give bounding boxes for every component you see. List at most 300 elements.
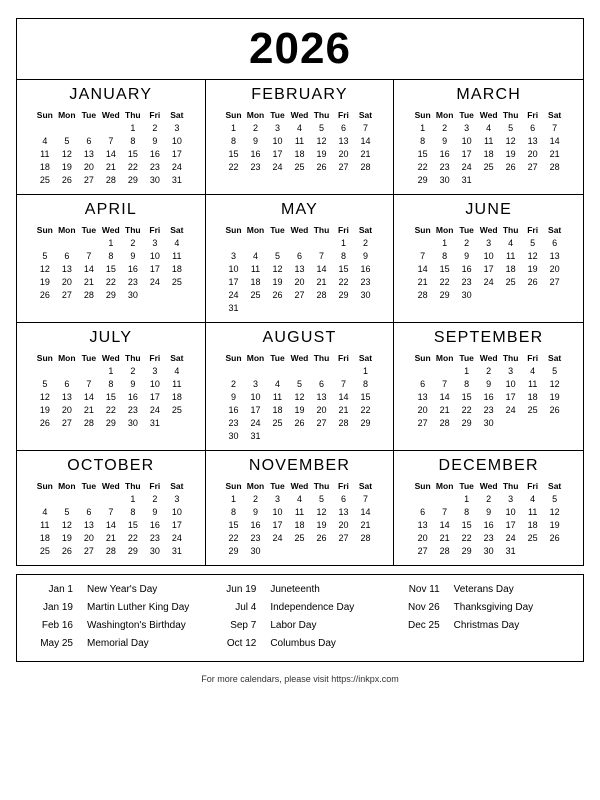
day-cell: 16: [149, 148, 160, 159]
day-cell: 26: [549, 404, 560, 415]
day-cell: 29: [360, 417, 371, 428]
day-cell: 28: [105, 174, 116, 185]
day-cell: 27: [527, 161, 538, 172]
day-cell: 6: [552, 237, 558, 248]
day-cell: [332, 429, 354, 442]
day-cell: 1: [464, 365, 470, 376]
day-cell: 29: [417, 174, 428, 185]
day-cell: 23: [250, 161, 261, 172]
day-cell: 23: [250, 532, 261, 543]
holiday-slot: [210, 636, 389, 652]
day-cell: 15: [360, 391, 371, 402]
day-cell: [266, 301, 288, 314]
weekday-header: Tue: [270, 224, 285, 235]
day-cell: 18: [527, 519, 538, 530]
day-cell: 16: [461, 263, 472, 274]
day-cell: [522, 416, 544, 429]
day-cell: 10: [505, 506, 516, 517]
day-cell: 19: [61, 532, 72, 543]
day-cell: 18: [527, 391, 538, 402]
weekday-header: Wed: [479, 224, 498, 235]
month-table: [412, 223, 566, 301]
week-row: [34, 160, 188, 173]
day-cell: 15: [338, 263, 349, 274]
day-cell: 4: [42, 135, 48, 146]
weekday-header: Sat: [170, 224, 184, 235]
holiday-slot: [27, 636, 206, 652]
day-cell: 1: [420, 122, 426, 133]
month-block: [17, 80, 206, 195]
day-cell: 11: [527, 506, 538, 517]
day-cell: 3: [152, 237, 158, 248]
weekday-header: Wed: [479, 480, 498, 491]
weekday-header: Mon: [435, 480, 454, 491]
day-cell: 14: [439, 391, 450, 402]
day-cell: 6: [340, 493, 346, 504]
day-cell: 17: [171, 148, 182, 159]
week-row: [412, 134, 566, 147]
month-table: [412, 351, 566, 429]
week-row: [222, 377, 376, 390]
day-cell: 31: [228, 302, 239, 313]
day-cell: [544, 288, 566, 301]
week-row: [34, 249, 188, 262]
month-table: [222, 351, 376, 442]
day-cell: 20: [61, 276, 72, 287]
holiday-date: Jan 19: [42, 602, 73, 613]
day-cell: 3: [508, 365, 514, 376]
day-cell: 23: [439, 161, 450, 172]
day-cell: 25: [294, 532, 305, 543]
day-cell: 3: [274, 493, 280, 504]
day-cell: 10: [272, 506, 283, 517]
day-cell: 19: [272, 276, 283, 287]
day-cell: 29: [127, 174, 138, 185]
weekday-header: Sun: [225, 480, 242, 491]
day-cell: 23: [483, 404, 494, 415]
holiday-name: Labor Day: [270, 620, 317, 631]
day-cell: [434, 364, 456, 377]
holiday-name: Independence Day: [270, 602, 355, 613]
day-cell: 2: [362, 237, 368, 248]
day-cell: 21: [360, 148, 371, 159]
day-cell: 4: [486, 122, 492, 133]
day-cell: 30: [483, 417, 494, 428]
weekday-header: Thu: [313, 109, 330, 120]
week-row: [222, 121, 376, 134]
week-row: [34, 505, 188, 518]
weekday-header: Fri: [149, 224, 161, 235]
day-cell: [56, 236, 78, 249]
day-cell: [266, 544, 288, 557]
day-cell: 12: [505, 135, 516, 146]
week-row: [412, 288, 566, 301]
day-cell: 21: [338, 404, 349, 415]
day-cell: [310, 544, 332, 557]
day-cell: 12: [272, 263, 283, 274]
week-row: [222, 492, 376, 505]
day-cell: 30: [127, 289, 138, 300]
month-name: OCTOBER: [67, 457, 155, 474]
holiday-name: Martin Luther King Day: [87, 602, 190, 613]
week-row: [412, 249, 566, 262]
weekday-header: Thu: [502, 352, 519, 363]
day-cell: 26: [316, 532, 327, 543]
day-cell: 3: [174, 122, 180, 133]
day-cell: 17: [461, 148, 472, 159]
day-cell: 22: [338, 276, 349, 287]
weekday-header: Fri: [338, 224, 349, 235]
day-cell: 1: [130, 493, 136, 504]
day-cell: 25: [505, 276, 516, 287]
holiday-name: Christmas Day: [453, 620, 520, 631]
day-cell: 24: [272, 161, 283, 172]
weekday-header: Sat: [548, 224, 562, 235]
week-row: [222, 403, 376, 416]
day-cell: 24: [505, 532, 516, 543]
week-row: [412, 403, 566, 416]
day-cell: 24: [171, 532, 182, 543]
day-cell: 22: [105, 276, 116, 287]
day-cell: [78, 236, 100, 249]
month-table: [222, 479, 376, 557]
holiday-date: Dec 25: [407, 620, 440, 631]
day-cell: 15: [228, 519, 239, 530]
day-cell: 15: [228, 148, 239, 159]
day-cell: 1: [230, 493, 236, 504]
day-cell: 19: [316, 519, 327, 530]
day-cell: 28: [360, 161, 371, 172]
month-block: [394, 451, 583, 565]
day-cell: 10: [149, 250, 160, 261]
day-cell: 11: [294, 506, 305, 517]
month-block: [206, 451, 395, 565]
day-cell: 28: [105, 545, 116, 556]
day-cell: 7: [86, 378, 92, 389]
day-cell: 16: [483, 519, 494, 530]
day-cell: 9: [486, 506, 492, 517]
weekday-header: Wed: [290, 224, 309, 235]
day-cell: 3: [508, 493, 514, 504]
day-cell: 19: [316, 148, 327, 159]
holiday-name: Veterans Day: [453, 584, 514, 595]
day-cell: 12: [294, 391, 305, 402]
weekday-header: Tue: [81, 224, 97, 235]
day-cell: [478, 173, 500, 186]
day-cell: 2: [152, 122, 158, 133]
day-cell: 11: [40, 519, 50, 530]
day-cell: 25: [171, 276, 182, 287]
day-cell: 17: [272, 148, 283, 159]
day-cell: 11: [250, 263, 261, 274]
weekday-header: Thu: [502, 480, 519, 491]
day-cell: 22: [439, 276, 450, 287]
week-row: [222, 249, 376, 262]
day-cell: 6: [64, 378, 70, 389]
day-cell: [354, 429, 376, 442]
day-cell: 1: [340, 237, 346, 248]
day-cell: 20: [294, 276, 305, 287]
weekday-header: Wed: [479, 109, 498, 120]
day-cell: 14: [417, 263, 428, 274]
day-cell: 12: [549, 506, 560, 517]
month-block: [17, 195, 206, 323]
day-cell: 27: [61, 417, 72, 428]
weekday-header: Sat: [170, 109, 184, 120]
day-cell: 27: [338, 161, 349, 172]
day-cell: 9: [464, 250, 470, 261]
day-cell: 31: [250, 430, 261, 441]
day-cell: 15: [461, 519, 472, 530]
day-cell: 28: [316, 289, 327, 300]
day-cell: 5: [64, 506, 70, 517]
day-cell: 22: [228, 532, 239, 543]
weekday-header: Thu: [125, 224, 141, 235]
day-cell: [288, 544, 310, 557]
day-cell: 27: [417, 545, 428, 556]
day-cell: 20: [61, 404, 72, 415]
weekday-header: Thu: [313, 352, 330, 363]
day-cell: 29: [338, 289, 349, 300]
day-cell: 14: [338, 391, 349, 402]
week-row: [34, 262, 188, 275]
day-cell: 20: [549, 263, 560, 274]
day-cell: 9: [130, 250, 136, 261]
day-cell: 9: [130, 378, 136, 389]
day-cell: 28: [360, 532, 371, 543]
day-cell: 24: [250, 417, 261, 428]
weekday-header: Sun: [414, 352, 431, 363]
day-cell: 31: [461, 174, 472, 185]
weekday-header: Wed: [479, 352, 498, 363]
day-cell: [522, 288, 544, 301]
day-cell: [34, 364, 56, 377]
day-cell: [244, 301, 266, 314]
day-cell: 6: [296, 250, 302, 261]
day-cell: 7: [108, 506, 114, 517]
day-cell: 26: [505, 161, 516, 172]
day-cell: 30: [483, 545, 494, 556]
holiday-date: Oct 12: [226, 638, 257, 649]
day-cell: 31: [171, 174, 182, 185]
day-cell: 29: [228, 545, 239, 556]
weekday-header: Sun: [414, 224, 431, 235]
day-cell: 5: [530, 237, 536, 248]
month-block: [394, 195, 583, 323]
day-cell: 7: [420, 250, 426, 261]
day-cell: 30: [228, 430, 239, 441]
weekday-header: Sun: [414, 109, 431, 120]
day-cell: 9: [486, 378, 492, 389]
day-cell: 11: [294, 135, 305, 146]
day-cell: [544, 416, 566, 429]
footer-note: For more calendars, please visit https://inkpx.com: [201, 674, 399, 684]
holiday-slot: [394, 618, 573, 634]
day-cell: 17: [505, 391, 516, 402]
day-cell: 8: [230, 506, 236, 517]
day-cell: 21: [83, 276, 94, 287]
weekday-header: Sat: [358, 109, 373, 120]
week-row: [222, 236, 376, 249]
day-cell: 12: [39, 391, 50, 402]
weekday-header: Sat: [170, 480, 184, 491]
day-cell: 19: [61, 161, 72, 172]
day-cell: 25: [250, 289, 261, 300]
day-cell: 16: [127, 391, 138, 402]
day-cell: 12: [61, 148, 72, 159]
day-cell: 15: [461, 391, 472, 402]
month-name: SEPTEMBER: [433, 329, 544, 346]
weekday-header: Mon: [246, 224, 265, 235]
day-cell: 29: [105, 417, 116, 428]
month-table: [34, 351, 188, 429]
weekday-header: Sat: [548, 109, 562, 120]
day-cell: 2: [252, 493, 258, 504]
day-cell: 17: [483, 263, 494, 274]
day-cell: 27: [417, 417, 428, 428]
month-block: [394, 80, 583, 195]
day-cell: 7: [340, 378, 346, 389]
day-cell: 23: [228, 417, 239, 428]
day-cell: 27: [83, 545, 94, 556]
weekday-header: Sun: [225, 352, 242, 363]
day-cell: [78, 364, 100, 377]
day-cell: 15: [127, 519, 138, 530]
day-cell: 4: [42, 506, 48, 517]
day-cell: 17: [250, 404, 261, 415]
day-cell: 8: [362, 378, 368, 389]
week-row: [34, 518, 188, 531]
holiday-slot: [394, 582, 573, 598]
day-cell: 26: [61, 174, 72, 185]
day-cell: 20: [338, 148, 349, 159]
weekday-header: Tue: [81, 480, 97, 491]
day-cell: 13: [83, 519, 94, 530]
day-cell: 22: [127, 161, 138, 172]
week-row: [412, 160, 566, 173]
day-cell: 8: [464, 378, 470, 389]
day-cell: 21: [83, 404, 94, 415]
day-cell: 3: [274, 122, 280, 133]
month-block: [17, 323, 206, 451]
month-table: [34, 108, 188, 186]
day-cell: 14: [105, 519, 116, 530]
day-cell: [354, 544, 376, 557]
day-cell: 21: [439, 404, 450, 415]
month-block: [206, 323, 395, 451]
weekday-header: Tue: [459, 480, 474, 491]
day-cell: 13: [417, 391, 428, 402]
week-row: [34, 531, 188, 544]
day-cell: 4: [530, 365, 536, 376]
weekday-header: Mon: [58, 224, 76, 235]
day-cell: [266, 429, 288, 442]
day-cell: 17: [171, 519, 182, 530]
day-cell: 28: [549, 161, 560, 172]
weekday-header: Fri: [338, 352, 349, 363]
day-cell: 24: [149, 404, 160, 415]
month-table: [222, 223, 376, 314]
day-cell: 28: [439, 417, 450, 428]
day-cell: [354, 301, 376, 314]
weekday-header: Fri: [338, 109, 349, 120]
day-cell: 5: [274, 250, 280, 261]
weekday-header: Fri: [527, 109, 539, 120]
day-cell: 7: [362, 122, 368, 133]
week-row: [222, 364, 376, 377]
day-cell: 5: [318, 493, 324, 504]
day-cell: 12: [316, 506, 327, 517]
day-cell: 14: [360, 506, 371, 517]
week-row: [412, 518, 566, 531]
day-cell: 10: [505, 378, 516, 389]
day-cell: 4: [274, 378, 280, 389]
day-cell: 4: [296, 493, 302, 504]
day-cell: 17: [505, 519, 516, 530]
week-row: [222, 147, 376, 160]
weekday-header: Fri: [527, 224, 539, 235]
day-cell: 24: [149, 276, 160, 287]
day-cell: 22: [360, 404, 371, 415]
day-cell: [222, 364, 244, 377]
day-cell: 21: [439, 532, 450, 543]
day-cell: 18: [39, 532, 50, 543]
day-cell: 25: [527, 532, 538, 543]
weekday-header: Wed: [101, 109, 120, 120]
day-cell: 3: [464, 122, 470, 133]
day-cell: 23: [127, 404, 138, 415]
holiday-slot: [394, 600, 573, 616]
day-cell: 8: [108, 378, 114, 389]
weekday-header: Sat: [358, 352, 373, 363]
day-cell: 8: [340, 250, 346, 261]
day-cell: 24: [505, 404, 516, 415]
day-cell: 14: [549, 135, 560, 146]
day-cell: 14: [439, 519, 450, 530]
weekday-header: Mon: [246, 109, 265, 120]
day-cell: 5: [318, 122, 324, 133]
day-cell: 12: [316, 135, 327, 146]
day-cell: 5: [552, 493, 558, 504]
month-table: [412, 108, 566, 186]
day-cell: 22: [417, 161, 428, 172]
weekday-header: Tue: [270, 352, 285, 363]
week-row: [412, 147, 566, 160]
day-cell: [332, 544, 354, 557]
day-cell: 10: [250, 391, 261, 402]
day-cell: 29: [105, 289, 116, 300]
day-cell: 3: [230, 250, 236, 261]
week-row: [222, 134, 376, 147]
day-cell: 21: [105, 532, 116, 543]
day-cell: [78, 492, 100, 505]
day-cell: 18: [294, 148, 305, 159]
day-cell: [522, 173, 544, 186]
day-cell: [310, 429, 332, 442]
year-title: 2026: [249, 24, 351, 73]
day-cell: 18: [171, 391, 182, 402]
holiday-name: Juneteenth: [270, 584, 320, 595]
day-cell: 23: [461, 276, 472, 287]
week-row: [222, 390, 376, 403]
day-cell: 11: [527, 378, 538, 389]
day-cell: [34, 121, 56, 134]
weekday-header: Sun: [414, 480, 431, 491]
day-cell: 11: [505, 250, 516, 261]
day-cell: [288, 301, 310, 314]
day-cell: 27: [294, 289, 305, 300]
day-cell: 1: [108, 237, 114, 248]
